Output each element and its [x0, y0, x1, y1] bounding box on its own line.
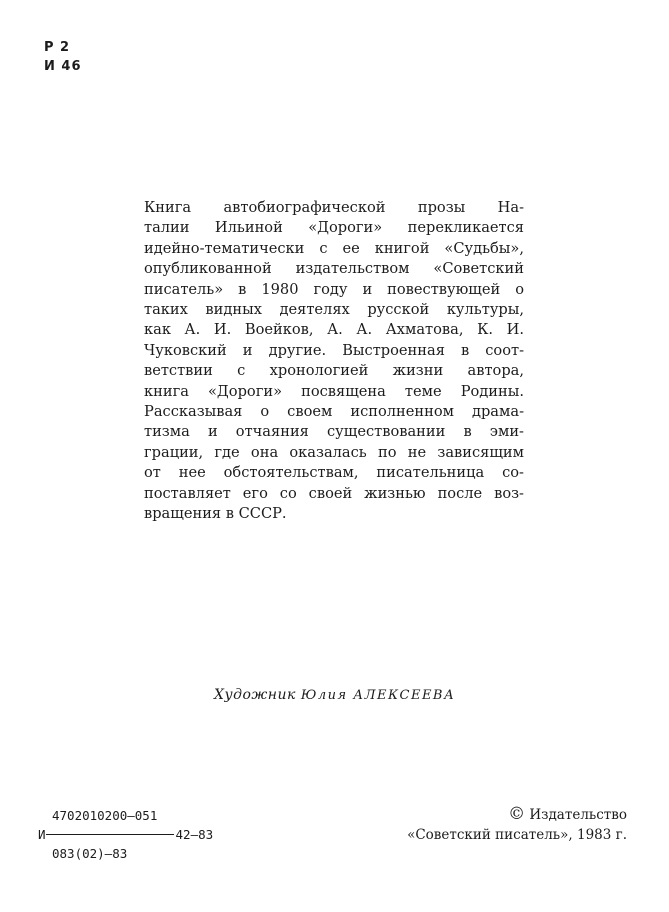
annotation-line: опубликованной издательством «Советский	[144, 260, 524, 278]
index-numerator: 4702010200—051	[52, 808, 158, 823]
classification-line-1: Р 2	[44, 40, 71, 55]
index-fraction-line	[38, 825, 213, 844]
annotation-line: идейно-тематически с ее книгой «Судьбы»,	[144, 239, 524, 257]
annotation-line: ветствии с хронологией жизни автора,	[144, 362, 524, 380]
copyright-publisher-label: Издательство	[529, 807, 627, 823]
annotation-line: писатель» в 1980 году и повествующей о	[144, 280, 524, 298]
annotation-line: от нее обстоятельствам, писательница со-	[144, 464, 524, 482]
classification-line-2: И 46	[44, 59, 82, 74]
copyright-publisher-name: «Советский писатель», 1983 г.	[407, 827, 627, 843]
annotation-line: как А. И. Воейков, А. А. Ахматова, К. И.	[144, 321, 524, 339]
publication-index-code	[38, 806, 213, 863]
index-suffix: 42—83	[175, 827, 214, 842]
annotation-line: таких видных деятелях русской культуры,	[144, 301, 524, 319]
illustrator-name: Юлия АЛЕКСЕЕВА	[300, 688, 456, 703]
annotation-line: грации, где она оказалась по не зависящим	[144, 443, 524, 461]
annotation-line: поставляет его со своей жизнью после воз-	[144, 484, 524, 502]
annotation-line: талии Ильиной «Дороги» перекликается	[144, 219, 524, 237]
illustrator-role: Художник	[214, 687, 296, 703]
fraction-rule	[46, 834, 174, 835]
index-denominator: 083(02)—83	[52, 846, 128, 861]
copyright-symbol: ©	[508, 804, 526, 824]
annotation-line: книга «Дороги» посвящена теме Родины.	[144, 382, 524, 400]
index-prefix: И	[38, 827, 46, 842]
illustrator-credit	[214, 687, 455, 703]
annotation-line: Книга автобиографической прозы На-	[144, 199, 524, 216]
annotation-line: вращения в СССР.	[144, 505, 287, 523]
annotation-line: тизма и отчаяния существовании в эми-	[144, 423, 524, 441]
classification-index	[44, 38, 82, 76]
annotation-line: Рассказывая о своем исполненном драма-	[144, 403, 524, 421]
annotation-line: Чуковский и другие. Выстроенная в соот-	[144, 341, 524, 359]
copyright-notice	[407, 804, 627, 845]
book-annotation	[144, 198, 524, 525]
